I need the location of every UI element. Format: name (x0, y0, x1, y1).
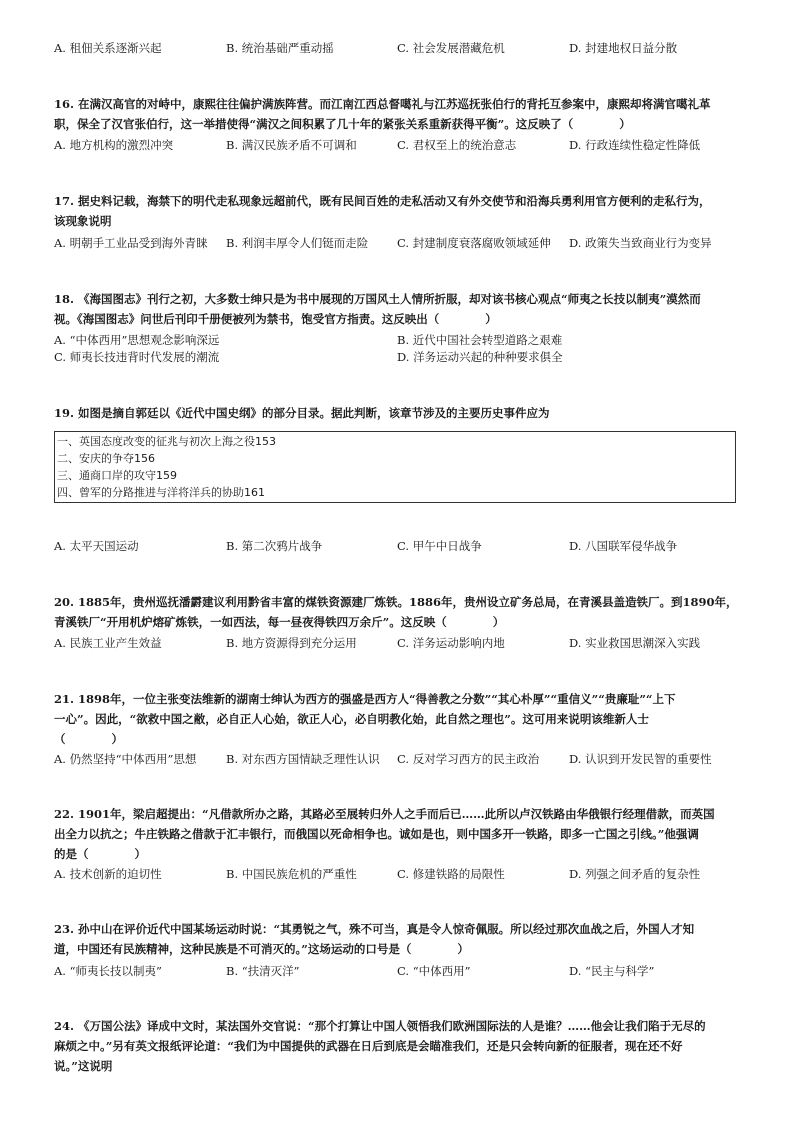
q17-option-a[interactable]: A. 明朝手工业品受到海外青睐 (54, 236, 208, 250)
q23-option-a[interactable]: A. “师夷长技以制夷” (54, 964, 162, 978)
q24-stem-line: 说。”这说明 (54, 1059, 113, 1073)
q21-stem-line: （ ） (54, 732, 123, 746)
q24-stem-line: 麻烦之中。”另有英文报纸评论道：“我们为中国提供的武器在日后到底是会瞄准我们，还是只会转向新的征服者，现在还不好 (54, 1039, 683, 1053)
q20-stem-line: 青溪铁厂“开用机炉熔矿炼铁，一如西法，每一昼夜得铁四万余斤”。这反映（ ） (54, 615, 505, 629)
q22-option-a[interactable]: A. 技术创新的迫切性 (54, 867, 162, 881)
q19-stem-line: 19. 如图是摘自郭廷以《近代中国史纲》的部分目录。据此判断，该章节涉及的主要历史事件应为 (54, 406, 550, 420)
q20-options (54, 635, 754, 651)
q16-option-d[interactable]: D. 行政连续性稳定性降低 (569, 138, 701, 152)
q20-option-d[interactable]: D. 实业救国思潮深入实践 (569, 636, 701, 650)
q22-option-d[interactable]: D. 列强之间矛盾的复杂性 (569, 867, 701, 881)
q24-stem (54, 1016, 744, 1076)
q21-stem (54, 689, 744, 749)
q21-options (54, 751, 754, 767)
q23-stem (54, 919, 744, 959)
q19-option-a[interactable]: A. 太平天国运动 (54, 539, 139, 553)
q17-stem-line: 该现象说明 (54, 214, 112, 228)
q16-option-c[interactable]: C. 君权至上的统治意志 (397, 138, 517, 152)
q23-stem-line: 道，中国还有民族精神，这种民族是不可消灭的。”这场运动的口号是（ ） (54, 942, 469, 956)
q22-options (54, 866, 754, 882)
q17-options (54, 235, 754, 251)
q20-option-c[interactable]: C. 洋务运动影响内地 (397, 636, 505, 650)
q20-stem (54, 592, 744, 632)
q22-stem-line: 出全力以抗之；牛庄铁路之借款于汇丰银行，而俄国以死命相争也。诚如是也，则中国多开一铁路，即多一亡国之引线。”他强调 (54, 827, 699, 841)
q19-table-of-contents (54, 431, 736, 503)
q23-option-d[interactable]: D. “民主与科学” (569, 964, 655, 978)
q16-option-a[interactable]: A. 地方机构的激烈冲突 (54, 138, 174, 152)
q19-option-b[interactable]: B. 第二次鸦片战争 (226, 539, 323, 553)
q18-stem (54, 289, 744, 329)
q17-stem (54, 191, 744, 231)
q18-option-d[interactable]: D. 洋务运动兴起的种种要求俱全 (397, 350, 563, 364)
q24-stem-line: 24. 《万国公法》译成中文时，某法国外交官说：“那个打算让中国人领悟我们欧洲国际法的人是谁？……他会让我们陷于无尽的 (54, 1019, 706, 1033)
q18-option-b[interactable]: B. 近代中国社会转型道路之艰难 (397, 333, 563, 347)
q15-option-d[interactable]: D. 封建地权日益分散 (569, 41, 678, 55)
q20-stem-line: 20. 1885年，贵州巡抚潘霨建议利用黔省丰富的煤铁资源建厂炼铁。1886年，贵州设立矿务总局，在青溪县盖造铁厂。到1890年， (54, 595, 738, 609)
q19-option-d[interactable]: D. 八国联军侵华战争 (569, 539, 678, 553)
q16-stem (54, 94, 744, 134)
q19-options (54, 538, 754, 554)
q17-option-d[interactable]: D. 政策失当致商业行为变异 (569, 236, 712, 250)
q17-stem-line: 17. 据史料记载，海禁下的明代走私现象远超前代，既有民间百姓的走私活动又有外交使节和沿海兵勇利用官方便利的走私行为， (54, 194, 711, 208)
toc-entry: 二、安庆的争夺156 (57, 452, 155, 465)
q21-stem-line: 21. 1898年，一位主张变法维新的湖南士绅认为西方的强盛是西方人“得善教之分数”“其心朴厚”“重信义”“贵廉耻”“上下 (54, 692, 676, 706)
q22-option-b[interactable]: B. 中国民族危机的严重性 (226, 867, 357, 881)
q15-option-b[interactable]: B. 统治基础严重动摇 (226, 41, 334, 55)
q17-option-b[interactable]: B. 利润丰厚令人们铤而走险 (226, 236, 369, 250)
q23-option-c[interactable]: C. “中体西用” (397, 964, 471, 978)
q15-options (54, 40, 754, 56)
q21-option-b[interactable]: B. 对东西方国情缺乏理性认识 (226, 752, 380, 766)
q18-stem-line: 视。《海国图志》问世后刊印千册便被列为禁书，饱受官方指责。这反映出（ ） (54, 312, 497, 326)
q18-stem-line: 18. 《海国图志》刊行之初，大多数士绅只是为书中展现的万国风土人情所折服，却对该书核心观点“师夷之长技以制夷”漠然而 (54, 292, 701, 306)
q22-option-c[interactable]: C. 修建铁路的局限性 (397, 867, 505, 881)
q16-stem-line: 16. 在满汉高官的对峙中，康熙往往偏护满族阵营。而江南江西总督噶礼与江苏巡抚张伯行的背托互参案中，康熙却将满官噶礼革 (54, 97, 711, 111)
q20-option-b[interactable]: B. 地方资源得到充分运用 (226, 636, 357, 650)
q19-stem (54, 403, 744, 423)
q23-stem-line: 23. 孙中山在评价近代中国某场运动时说：“其勇锐之气，殊不可当，真是令人惊奇佩服。所以经过那次血战之后，外国人才知 (54, 922, 695, 936)
q21-option-a[interactable]: A. 仍然坚持“中体西用”思想 (54, 752, 197, 766)
q22-stem-line: 的是（ ） (54, 847, 146, 861)
q16-options (54, 137, 754, 153)
q16-stem-line: 职，保全了汉官张伯行，这一举措使得“满汉之间积累了几十年的紧张关系重新获得平衡”。这反映了（ ） (54, 117, 631, 131)
q18-option-c[interactable]: C. 师夷长技违背时代发展的潮流 (54, 350, 220, 364)
q19-option-c[interactable]: C. 甲午中日战争 (397, 539, 482, 553)
q21-stem-line: 一心”。因此，“欲救中国之敝，必自正人心始，欲正人心，必自明教化始，此自然之理也”。这可用来说明该维新人士 (54, 712, 649, 726)
q22-stem (54, 804, 744, 864)
q18-options (54, 332, 754, 366)
q23-option-b[interactable]: B. “扶清灭洋” (226, 964, 300, 978)
q15-option-c[interactable]: C. 社会发展潜藏危机 (397, 41, 505, 55)
q16-option-b[interactable]: B. 满汉民族矛盾不可调和 (226, 138, 357, 152)
q22-stem-line: 22. 1901年，梁启超提出：“凡借款所办之路，其路必至展转归外人之手而后已……此所以卢汉铁路由华俄银行经理借款，而英国 (54, 807, 715, 821)
q15-option-a[interactable]: A. 租佃关系逐渐兴起 (54, 41, 162, 55)
q23-options (54, 963, 754, 979)
toc-entry: 四、曾军的分路推进与洋将洋兵的协助161 (57, 486, 265, 499)
q20-option-a[interactable]: A. 民族工业产生效益 (54, 636, 162, 650)
q21-option-c[interactable]: C. 反对学习西方的民主政治 (397, 752, 540, 766)
toc-entry: 一、英国态度改变的征兆与初次上海之役153 (57, 435, 276, 448)
q18-option-a[interactable]: A. “中体西用”思想观念影响深远 (54, 333, 220, 347)
q21-option-d[interactable]: D. 认识到开发民智的重要性 (569, 752, 712, 766)
toc-entry: 三、通商口岸的攻守159 (57, 469, 177, 482)
q17-option-c[interactable]: C. 封建制度衰落腐败领域延伸 (397, 236, 551, 250)
